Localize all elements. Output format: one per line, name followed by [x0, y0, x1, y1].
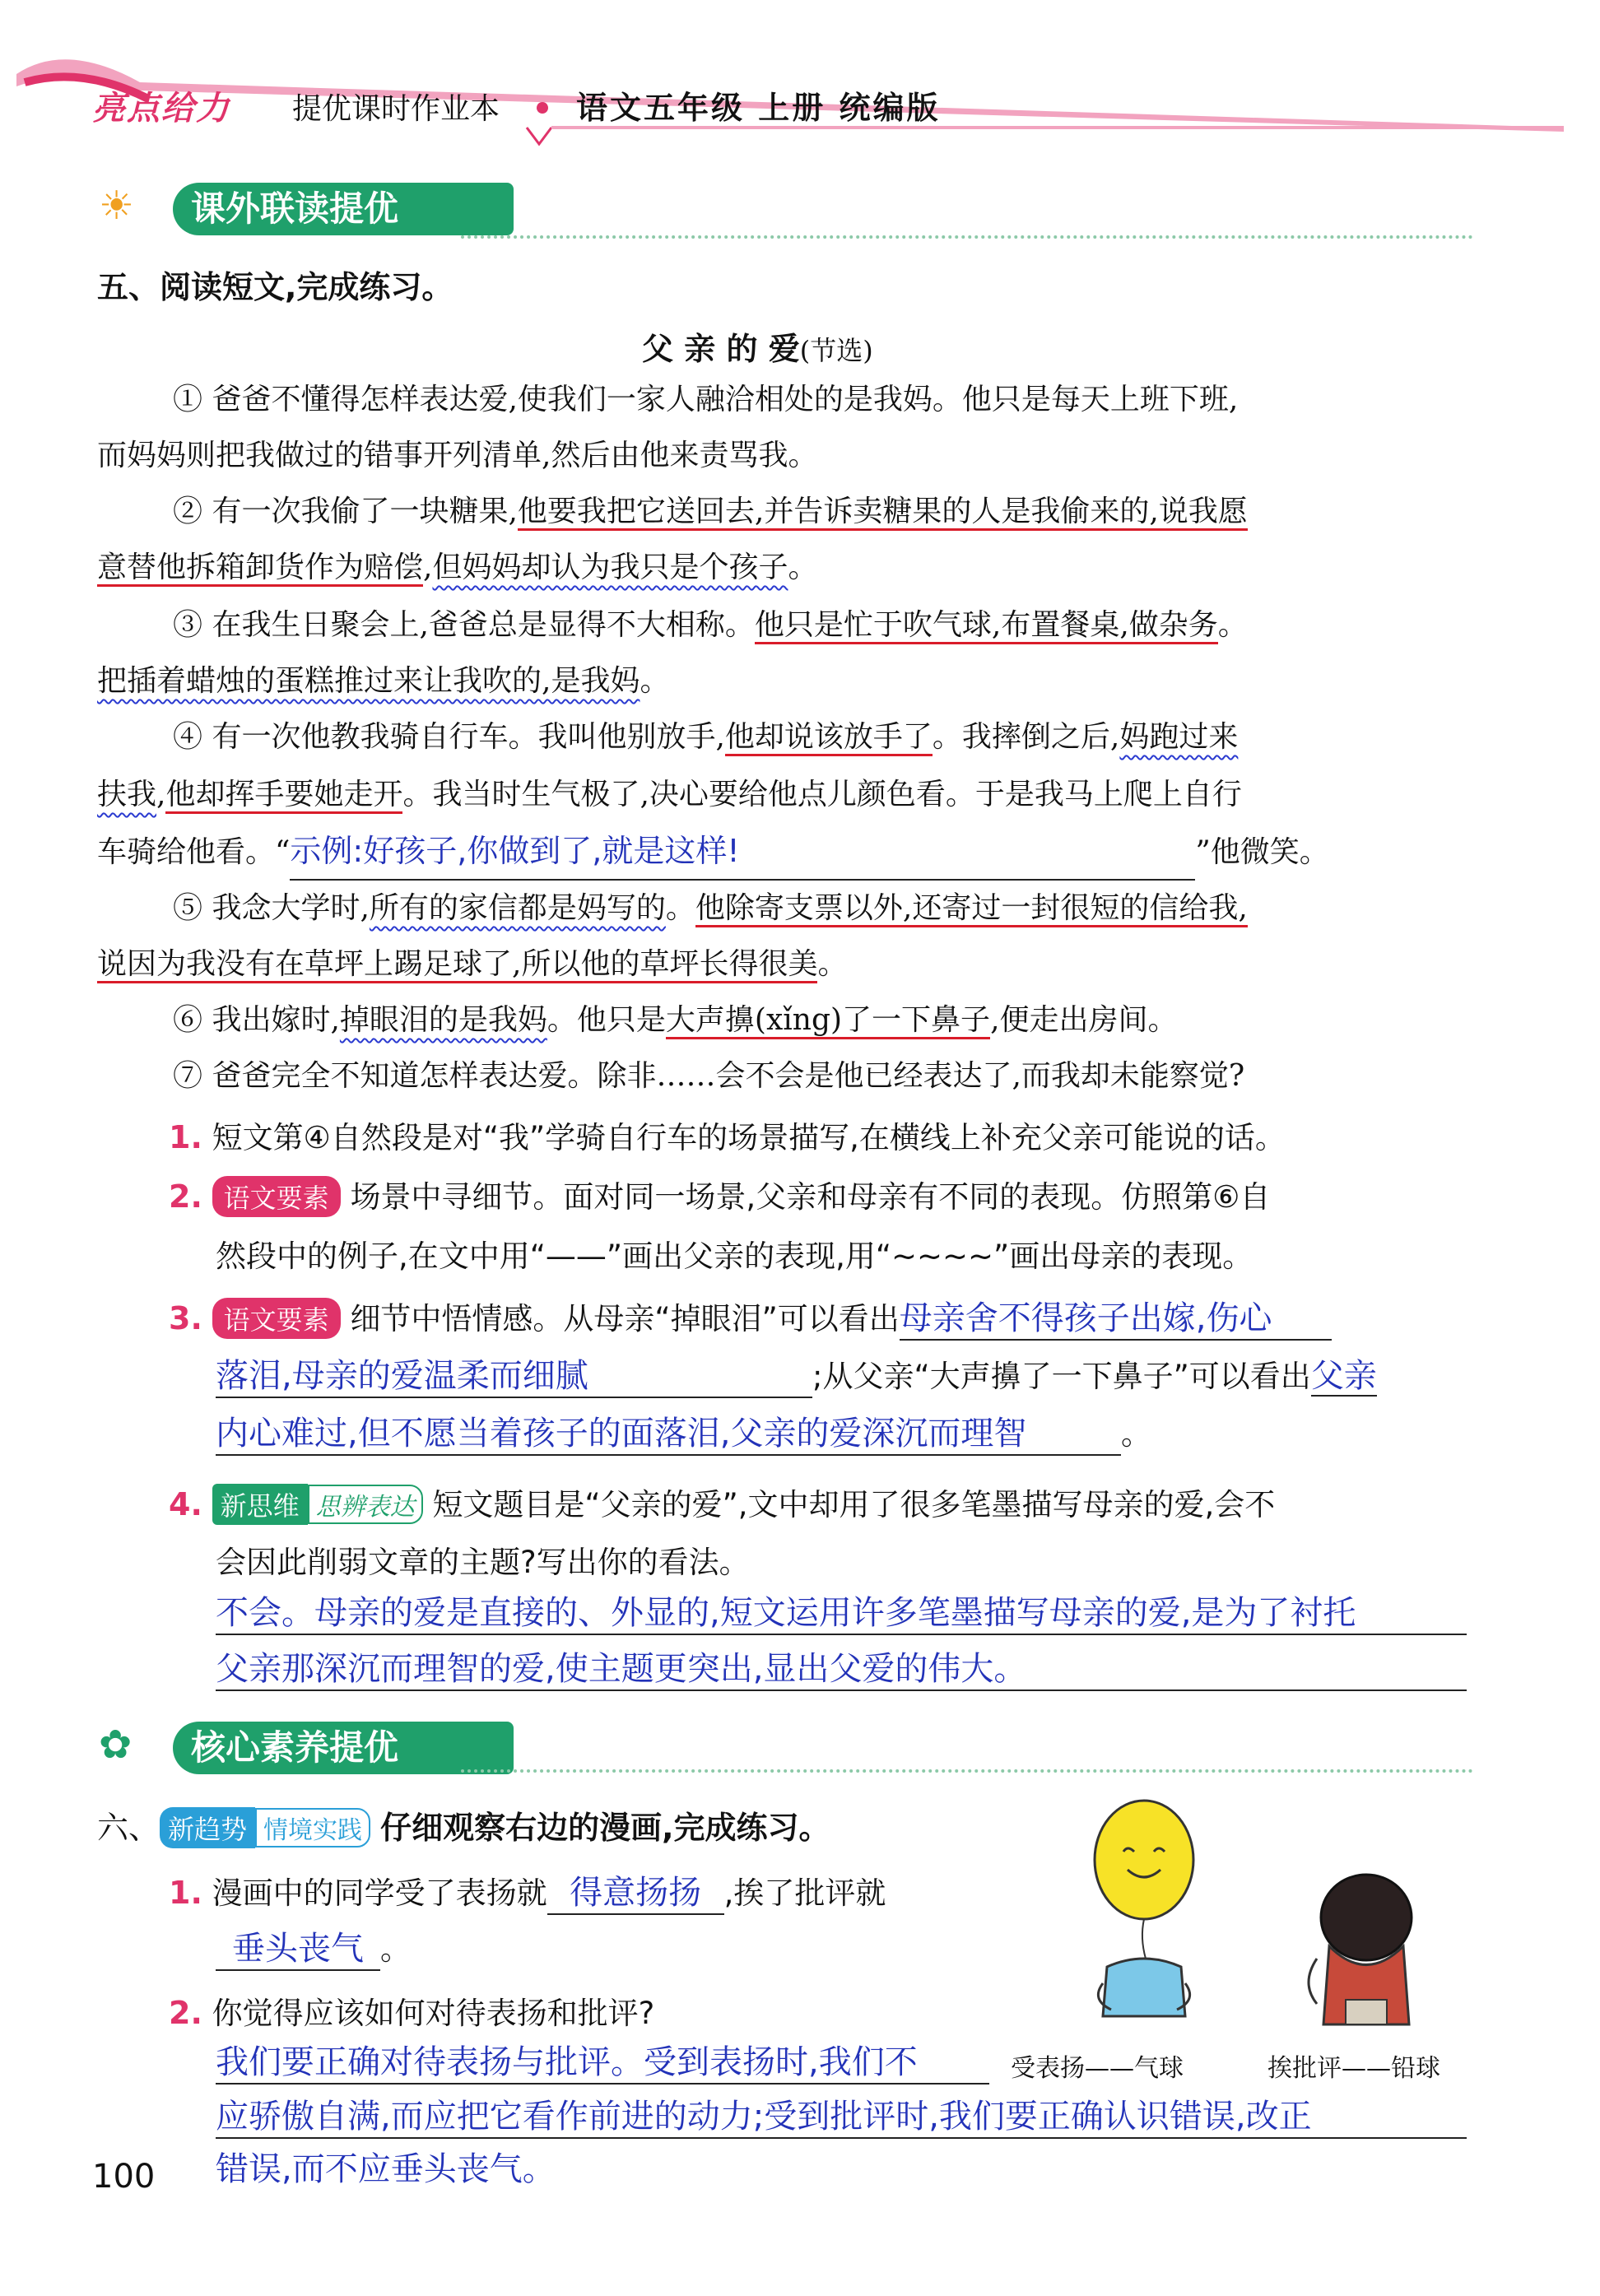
question-1: 1. 短文第④自然段是对“我”学骑自行车的场景描写,在横线上补充父亲可能说的话。 [169, 1119, 1286, 1155]
father-action-underline: 他要我把它送回去,并告诉卖糖果的人是我偷来的,说我愿 [518, 495, 1248, 531]
answer-mother-feeling: 母亲舍不得孩子出嫁,伤心 [900, 1292, 1332, 1341]
tag-chinese-element: 语文要素 [212, 1176, 341, 1217]
mother-action-wavy: 但妈妈却认为我只是个孩子 [432, 551, 788, 584]
page-number: 100 [92, 2158, 156, 2196]
grade-label: 语文五年级 上册 统编版 [576, 90, 941, 126]
paragraph-3b: 把插着蜡烛的蛋糕推过来让我吹的,是我妈。 [97, 664, 670, 698]
answer-s2q2-line2: 应骄傲自满,而应把它看作前进的动力;受到批评时,我们要正确认识错误,改正 [216, 2090, 1467, 2139]
question-3: 3. 语文要素 细节中悟情感。从母亲“掉眼泪”可以看出母亲舍不得孩子出嫁,伤心 [169, 1292, 1332, 1341]
question-3-cont2: 内心难过,但不愿当着孩子的面落泪,父亲的爱深沉而理智 。 [216, 1407, 1151, 1456]
comic-illustration [1070, 1794, 1481, 2033]
article-title: 父 亲 的 爱(节选) [642, 330, 873, 367]
section2-question-1: 1. 漫画中的同学受了表扬就 得意扬扬 ,挨了批评就 [169, 1866, 886, 1915]
paragraph-7: ⑦ 爸爸完全不知道怎样表达爱。除非……会不会是他已经表达了,而我却未能察觉? [173, 1059, 1245, 1093]
paragraph-2a: ② 有一次我偷了一块糖果,他要我把它送回去,并告诉卖糖果的人是我偷来的,说我愿 [173, 484, 1248, 540]
answer-s2q2-line3: 错误,而不应垂头丧气。 [216, 2150, 556, 2188]
paragraph-5b: 说因为我没有在草坪上踢足球了,所以他的草坪长得很美。 [97, 937, 847, 992]
book-title: 提优课时作业本 [292, 92, 500, 126]
answer-father-words: 示例:好孩子,你做到了,就是这样! [290, 823, 1195, 881]
balloon-head-figure [1095, 1801, 1193, 2016]
task-heading: 五、阅读短文,完成练习。 [97, 269, 453, 305]
header-dot [537, 102, 548, 114]
tag-new-trend: 新趋势 [160, 1807, 255, 1848]
brand-logo: 亮点给力 [92, 90, 230, 128]
section2-divider [461, 1769, 1473, 1773]
paragraph-3a: ③ 在我生日聚会上,爸爸总是显得不大相称。他只是忙于吹气球,布置餐桌,做杂务。 [173, 597, 1248, 653]
paragraph-4c: 车骑给他看。“示例:好孩子,你做到了,就是这样! ”他微笑。 [97, 823, 1329, 881]
section2-title: 核心素养提优 [173, 1722, 514, 1774]
paragraph-1b: 而妈妈则把我做过的错事开列清单,然后由他来责骂我。 [97, 439, 818, 472]
question-4: 4. 新思维 思辨表达 短文题目是“父亲的爱”,文中却用了很多笔墨描写母亲的爱,会不 [169, 1480, 1275, 1525]
answer-s2q2-line1: 我们要正确对待表扬与批评。受到表扬时,我们不 [216, 2036, 989, 2085]
paragraph-1a: ① 爸爸不懂得怎样表达爱,使我们一家人融洽相处的是我妈。他只是每天上班下班, [173, 383, 1239, 416]
caption-praise: 受表扬——气球 [1011, 2054, 1184, 2083]
paragraph-4a: ④ 有一次他教我骑自行车。我叫他别放手,他却说该放手了。我摔倒之后,妈跑过来 [173, 709, 1238, 765]
question-2-cont: 然段中的例子,在文中用“——”画出父亲的表现,用“~~~~”画出母亲的表现。 [216, 1239, 1253, 1274]
question-2: 2. 语文要素 场景中寻细节。面对同一场景,父亲和母亲有不同的表现。仿照第⑥自 [169, 1172, 1270, 1217]
caption-criticism: 挨批评——铅球 [1267, 2054, 1440, 2083]
question-3-cont: 落泪,母亲的爱温柔而细腻 ;从父亲“大声擤了一下鼻子”可以看出父亲 [216, 1350, 1377, 1398]
paragraph-2b: 意替他拆箱卸货作为赔偿,但妈妈却认为我只是个孩子。 [97, 540, 818, 596]
lead-ball-head-figure [1309, 1875, 1412, 2024]
sunrise-book-icon: ☀ [99, 183, 135, 229]
paragraph-4b: 扶我,他却挥手要她走开。我当时生气极了,决心要给他点儿颜色看。于是我马上爬上自行 [97, 767, 1242, 823]
section-divider [461, 235, 1473, 239]
sprout-icon: ✿ [99, 1722, 133, 1768]
answer-q4-line1: 不会。母亲的爱是直接的、外显的,短文运用许多笔墨描写母亲的爱,是为了衬托 [216, 1587, 1467, 1635]
paragraph-5a: ⑤ 我念大学时,所有的家信都是妈写的。他除寄支票以外,还寄过一封很短的信给我, [173, 881, 1248, 937]
question-4-cont: 会因此削弱文章的主题?写出你的看法。 [216, 1545, 750, 1580]
answer-father-feeling: 内心难过,但不愿当着孩子的面落泪,父亲的爱深沉而理智 [216, 1407, 1121, 1456]
task-six: 六、 新趋势 情境实践 仔细观察右边的漫画,完成练习。 [97, 1802, 830, 1848]
section-title: 课外联读提优 [173, 183, 514, 235]
paragraph-6: ⑥ 我出嫁时,掉眼泪的是我妈。他只是大声擤(xǐng)了一下鼻子,便走出房间。 [173, 992, 1178, 1048]
answer-q4-line2: 父亲那深沉而理智的爱,使主题更突出,显出父爱的伟大。 [216, 1643, 1467, 1691]
section2-question-1-cont: 垂头丧气 。 [216, 1922, 411, 1971]
tag-new-thinking: 新思维 [212, 1484, 308, 1525]
section2-question-2: 2. 你觉得应该如何对待表扬和批评? [169, 1995, 655, 2031]
